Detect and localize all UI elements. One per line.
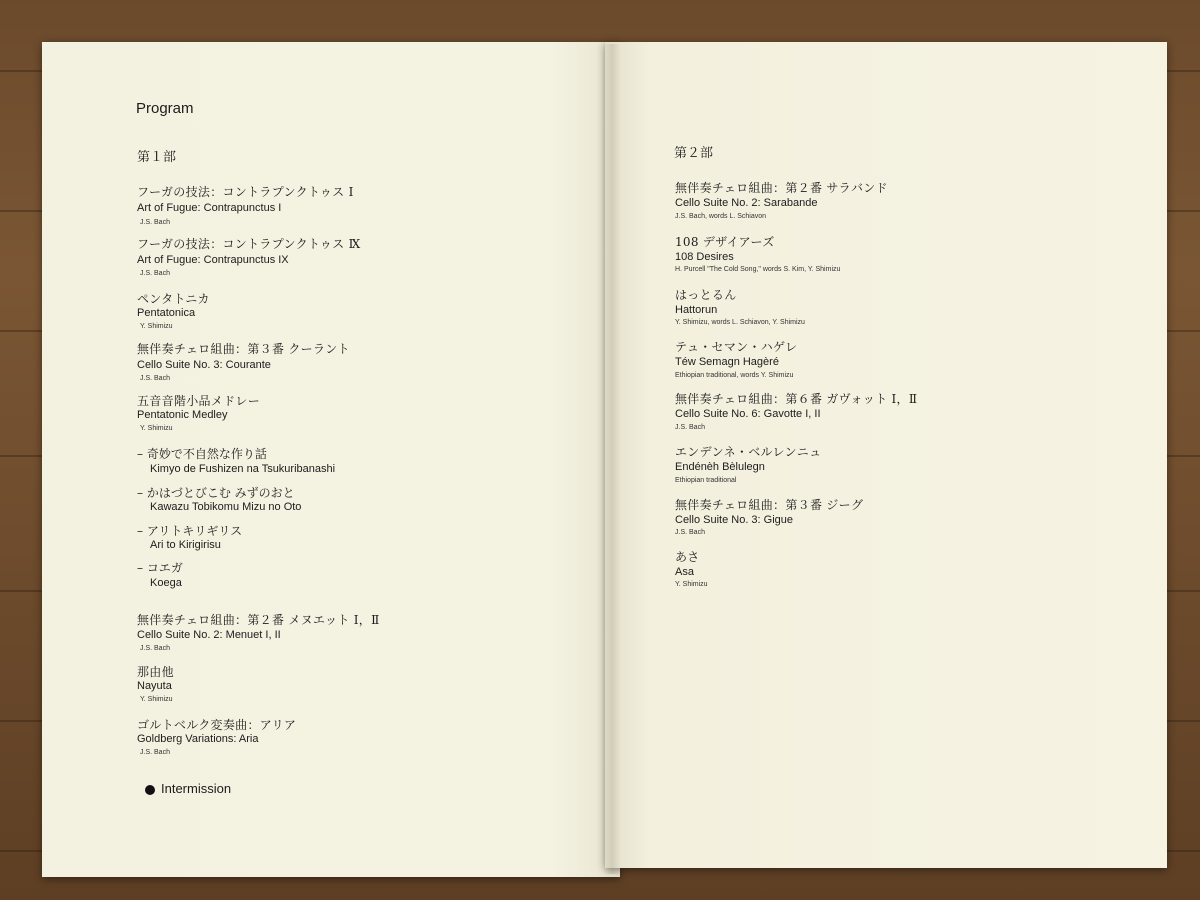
piece-credit: Y. Shimizu	[675, 581, 708, 588]
piece-title-en: Cello Suite No. 2: Sarabande	[675, 197, 818, 209]
piece-title-ja: 五音音階小品メドレー	[137, 394, 261, 408]
piece-credit: J.S. Bach	[675, 424, 705, 431]
medley-item-en: Ari to Kirigirisu	[150, 539, 221, 551]
booklet-fold	[603, 44, 621, 874]
piece-credit: J.S. Bach	[140, 270, 170, 277]
piece-title-en: Art of Fugue: Contrapunctus I	[137, 202, 282, 214]
medley-item-ja: – アリトキリギリス	[137, 524, 243, 538]
piece-title-ja: 無伴奏チェロ組曲：第３番 ジーグ	[675, 498, 864, 512]
piece-title-en: Pentatonica	[137, 307, 196, 319]
piece-title-en: Cello Suite No. 2: Menuet I, II	[137, 629, 281, 641]
piece-title-en: Cello Suite No. 3: Courante	[137, 359, 271, 371]
piece-title-ja: 無伴奏チェロ組曲：第６番 ガヴォット Ⅰ，Ⅱ	[675, 392, 918, 406]
piece-credit: J.S. Bach	[140, 219, 170, 226]
piece-title-ja: 無伴奏チェロ組曲：第２番 メヌエット Ⅰ，Ⅱ	[137, 613, 380, 627]
piece-title-ja: フーガの技法：コントラプンクトゥス Ⅸ	[137, 237, 361, 251]
piece-credit: Ethiopian traditional	[675, 477, 737, 484]
piece-credit: Ethiopian traditional, words Y. Shimizu	[675, 372, 794, 379]
piece-title-en: Asa	[675, 566, 694, 578]
piece-title-ja: はっとるん	[675, 288, 737, 302]
intermission-label: Intermission	[161, 781, 232, 796]
program-title: Program	[136, 100, 194, 117]
piece-title-en: Hattorun	[675, 304, 718, 316]
piece-title-en: Cello Suite No. 6: Gavotte I, II	[675, 408, 821, 420]
piece-credit: J.S. Bach, words L. Schiavon	[675, 213, 767, 220]
medley-item-ja: – 奇妙で不自然な作り話	[137, 447, 267, 461]
intermission-bullet-icon	[145, 785, 155, 795]
piece-title-ja: ペンタトニカ	[137, 292, 210, 306]
piece-credit: J.S. Bach	[140, 375, 170, 382]
program-page-right	[605, 42, 1167, 868]
piece-title-ja: 那由他	[137, 665, 174, 679]
piece-title-en: Art of Fugue: Contrapunctus IX	[137, 254, 289, 266]
piece-credit: H. Purcell "The Cold Song," words S. Kim, Y. Shimizu	[675, 266, 841, 273]
piece-title-ja: ゴルトベルク変奏曲：アリア	[137, 718, 297, 732]
piece-credit: J.S. Bach	[675, 529, 705, 536]
piece-title-en: Téw Semagn Hagèré	[675, 356, 779, 368]
medley-item-en: Koega	[150, 577, 182, 589]
medley-item-en: Kawazu Tobikomu Mizu no Oto	[150, 501, 302, 513]
program-page-left	[42, 42, 620, 877]
piece-title-ja: あさ	[675, 550, 700, 564]
piece-title-ja: エンデンネ・ベルレンニュ	[675, 445, 822, 459]
piece-title-en: 108 Desires	[675, 251, 734, 263]
piece-title-en: Nayuta	[137, 680, 172, 692]
piece-credit: Y. Shimizu	[140, 696, 173, 703]
piece-credit: Y. Shimizu, words L. Schiavon, Y. Shimizu	[675, 319, 805, 326]
medley-item-en: Kimyo de Fushizen na Tsukuribanashi	[150, 463, 336, 475]
part-two-heading: 第２部	[674, 146, 714, 161]
medley-item-ja: – かはづとびこむ みずのおと	[137, 486, 295, 500]
piece-title-en: Pentatonic Medley	[137, 409, 228, 421]
part-one-heading: 第１部	[137, 150, 177, 165]
piece-title-en: Endénèh Bèlulegn	[675, 461, 765, 473]
piece-title-ja: 108 デザイアーズ	[675, 235, 775, 249]
piece-title-ja: 無伴奏チェロ組曲：第３番 クーラント	[137, 342, 350, 356]
piece-credit: Y. Shimizu	[140, 425, 173, 432]
piece-title-en: Cello Suite No. 3: Gigue	[675, 514, 794, 526]
piece-credit: Y. Shimizu	[140, 323, 173, 330]
piece-title-ja: テュ・セマン・ハゲレ	[675, 340, 798, 354]
piece-title-ja: フーガの技法：コントラプンクトゥス Ⅰ	[137, 185, 354, 199]
piece-credit: J.S. Bach	[140, 645, 170, 652]
medley-item-ja: – コエガ	[137, 561, 183, 575]
piece-title-ja: 無伴奏チェロ組曲：第２番 サラバンド	[675, 181, 888, 195]
piece-credit: J.S. Bach	[140, 749, 170, 756]
piece-title-en: Goldberg Variations: Aria	[137, 733, 259, 745]
